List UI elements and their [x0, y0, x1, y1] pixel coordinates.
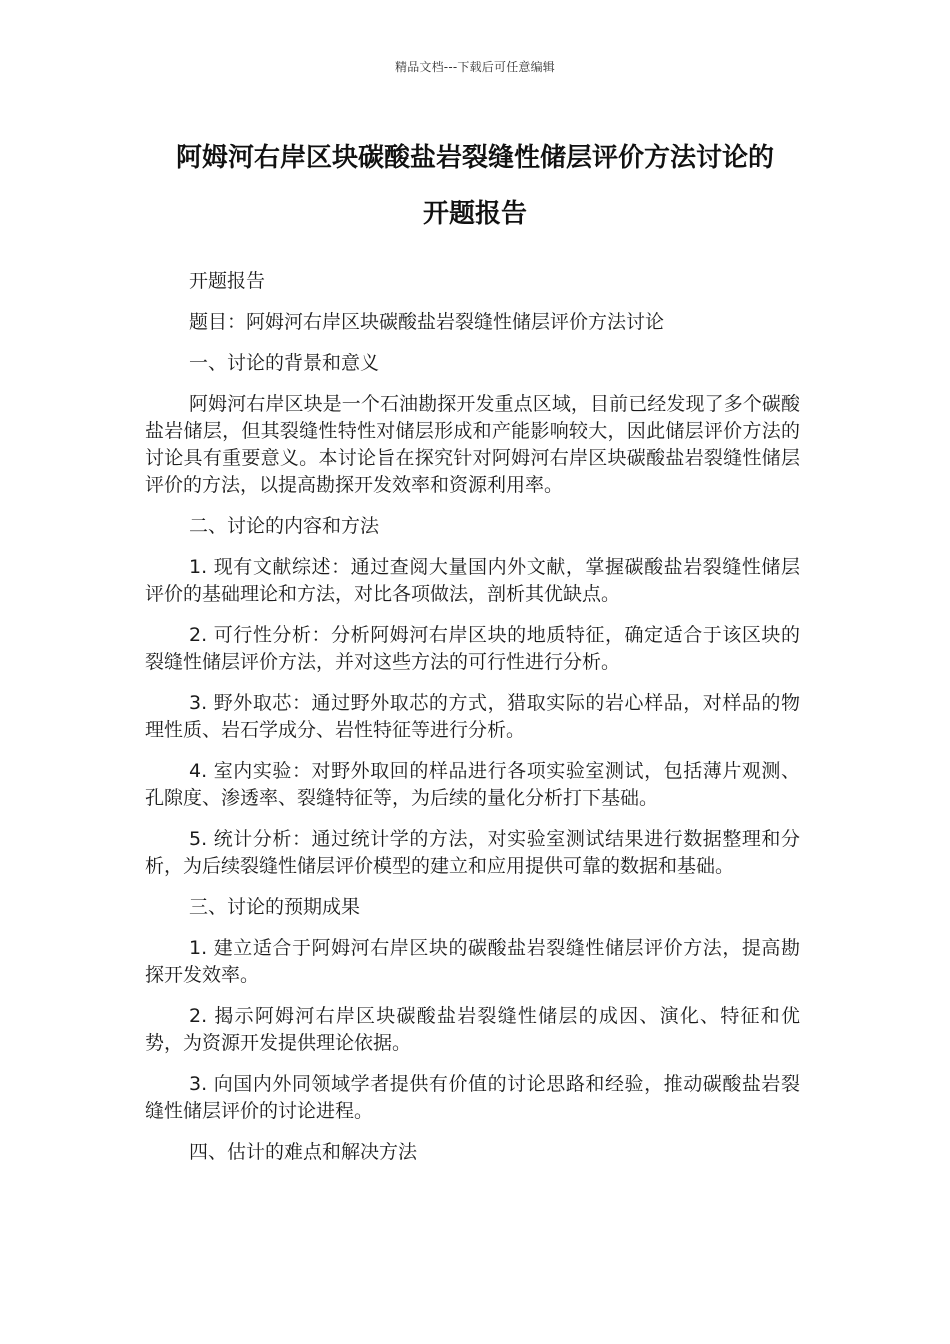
report-label: 开题报告 — [189, 270, 266, 292]
document-body — [145, 268, 800, 1180]
list-item-lab-experiments: 4. 室内实验：对野外取回的样品进行各项实验室测试，包括薄片观测、孔隙度、渗透率、裂缝特征等，为后续的量化分析打下基础。 — [145, 760, 800, 809]
list-item-feasibility-analysis: 2. 可行性分析：分析阿姆河右岸区块的地质特征，确定适合于该区块的裂缝性储层评价方法，并对这些方法的可行性进行分析。 — [145, 624, 800, 673]
list-item-result-method: 1. 建立适合于阿姆河右岸区块的碳酸盐岩裂缝性储层评价方法，提高勘探开发效率。 — [145, 937, 800, 986]
document-title-line-2: 开题报告 — [422, 199, 527, 229]
section-heading-difficulties: 四、估计的难点和解决方法 — [189, 1141, 418, 1163]
topic-line: 题目：阿姆河右岸区块碳酸盐岩裂缝性储层评价方法讨论 — [189, 311, 665, 333]
section-paragraph-background: 阿姆河右岸区块是一个石油勘探开发重点区域，目前已经发现了多个碳酸盐岩储层，但其裂缝性特性对储层形成和产能影响较大，因此储层评价方法的讨论具有重要意义。本讨论旨在探究针对阿姆河右岸区块碳酸盐岩裂缝性储层评价的方法，以提高勘探开发效率和资源利用率。 — [145, 393, 800, 496]
header-note: 精品文档---下载后可任意编辑 — [395, 60, 555, 74]
list-item-statistical-analysis: 5. 统计分析：通过统计学的方法，对实验室测试结果进行数据整理和分析，为后续裂缝性储层评价模型的建立和应用提供可靠的数据和基础。 — [145, 828, 800, 877]
section-heading-expected-results: 三、讨论的预期成果 — [189, 896, 361, 918]
section-heading-content-methods: 二、讨论的内容和方法 — [189, 515, 380, 537]
list-item-result-mechanism: 2. 揭示阿姆河右岸区块碳酸盐岩裂缝性储层的成因、演化、特征和优势，为资源开发提供理论依据。 — [145, 1005, 800, 1054]
list-item-literature-review: 1. 现有文献综述：通过查阅大量国内外文献，掌握碳酸盐岩裂缝性储层评价的基础理论和方法，对比各项做法，剖析其优缺点。 — [145, 556, 800, 605]
document-title — [145, 130, 805, 242]
list-item-field-coring: 3. 野外取芯：通过野外取芯的方式，猎取实际的岩心样品，对样品的物理性质、岩石学成分、岩性特征等进行分析。 — [145, 692, 800, 741]
list-item-result-contribution: 3. 向国内外同领域学者提供有价值的讨论思路和经验，推动碳酸盐岩裂缝性储层评价的讨论进程。 — [145, 1073, 800, 1122]
document-title-line-1: 阿姆河右岸区块碳酸盐岩裂缝性储层评价方法讨论的 — [175, 143, 774, 173]
section-heading-background: 一、讨论的背景和意义 — [189, 352, 380, 374]
